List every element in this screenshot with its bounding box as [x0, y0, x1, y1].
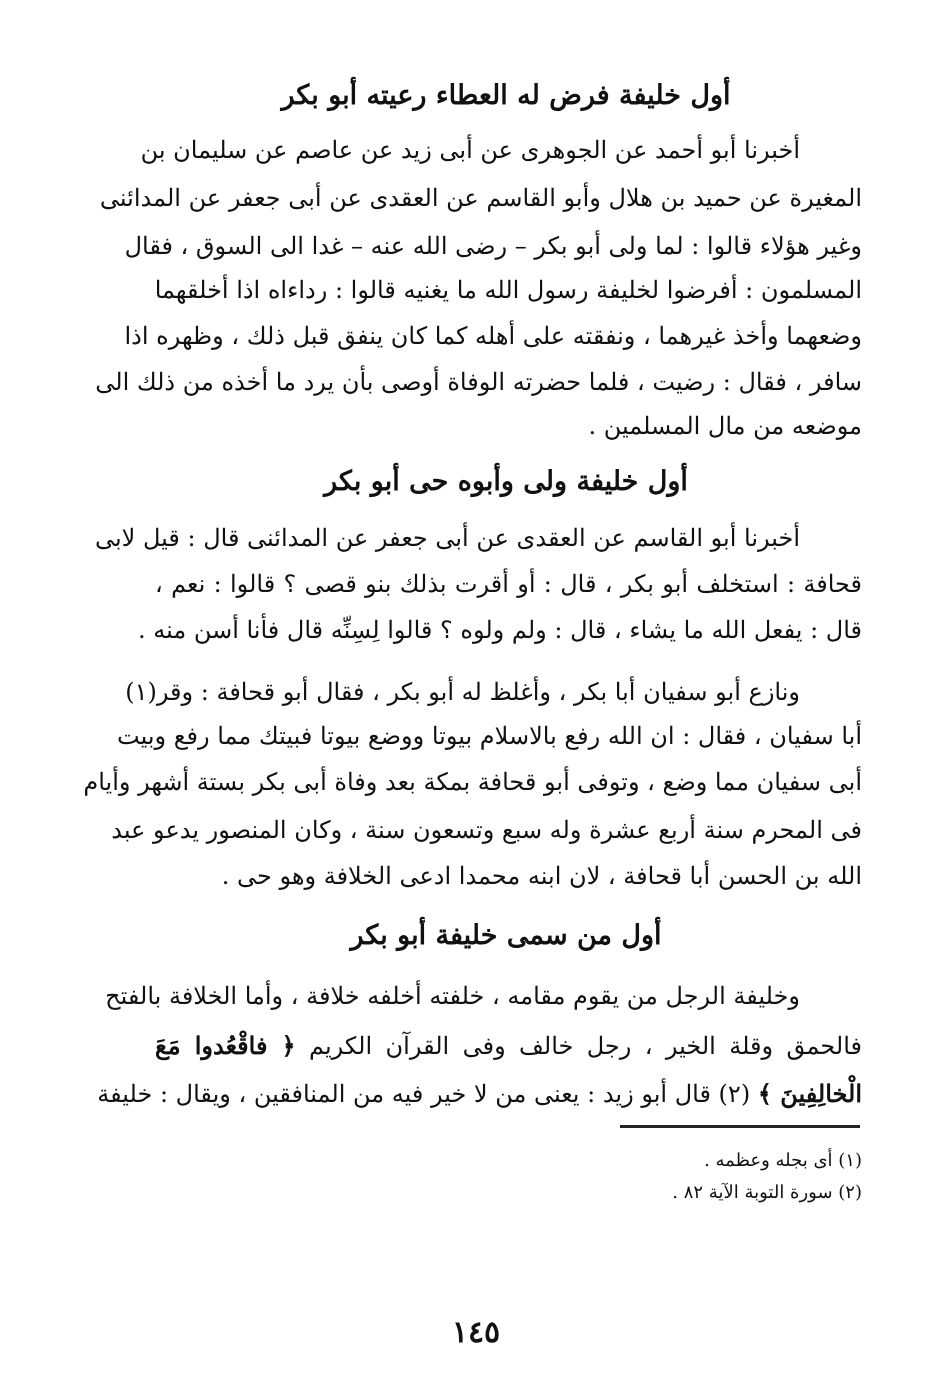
section-heading-1: أول خليفة فرض له العطاء رعيته أبو بكر — [281, 80, 731, 111]
text-line: المسلمون : أفرضوا لخليفة رسول الله ما يغنيه قالوا : رداءاه اذا أخلقهما — [154, 276, 862, 304]
text-line: أخبرنا أبو القاسم عن العقدى عن أبى جعفر عن المدائنى قال : قيل لابى — [94, 524, 800, 552]
text-line: قحافة : استخلف أبو بكر ، قال : أو أقرت بذلك بنو قصى ؟ قالوا : نعم ، — [155, 570, 862, 598]
text-line: وغير هؤلاء قالوا : لما ولى أبو بكر – رضى الله عنه – غدا الى السوق ، فقال — [124, 232, 862, 260]
text-line: أخبرنا أبو أحمد عن الجوهرى عن أبى زيد عن عاصم عن سليمان بن — [140, 136, 800, 164]
footnote-1: (١) أى بجله وعظمه . — [704, 1150, 862, 1171]
page-number: ١٤٥ — [451, 1315, 501, 1350]
section-heading-3: أول من سمى خليفة أبو بكر — [350, 920, 662, 951]
footnote-2: (٢) سورة التوبة الآية ٨٢ . — [672, 1182, 862, 1203]
text-line: وخليفة الرجل من يقوم مقامه ، خلفته أخلفه خلافة ، وأما الخلافة بالفتح — [105, 982, 800, 1010]
text-line: أبى سفيان مما وضع ، وتوفى أبو قحافة بمكة بعد وفاة أبى بكر بستة أشهر وأيام — [83, 768, 862, 796]
text-line — [97, 1074, 862, 1114]
section-heading-2: أول خليفة ولى وأبوه حى أبو بكر — [324, 466, 688, 497]
text-line: المغيرة عن حميد بن هلال وأبو القاسم عن العقدى عن أبى جعفر عن المدائنى — [99, 184, 862, 212]
text-line: سافر ، فقال : رضيت ، فلما حضرته الوفاة أوصى بأن يرد ما أخذه من ذلك الى — [95, 368, 862, 396]
line-text: (٢) قال أبو زيد : يعنى من لا خير فيه من المنافقين ، ويقال : خليفة — [97, 1080, 751, 1108]
footnote-divider — [620, 1125, 860, 1128]
text-line: ونازع أبو سفيان أبا بكر ، وأغلظ له أبو بكر ، فقال أبو قحافة : وقر(١) — [125, 678, 800, 706]
text-line: قال : يفعل الله ما يشاء ، قال : ولم ولوه ؟ قالوا لِسِنِّه قال فأنا أسن منه . — [137, 616, 862, 644]
quran-verse: الْخالِفِينَ ﴾ — [757, 1079, 862, 1108]
text-line: وضعهما وأخذ غيرهما ، ونفقته على أهله كما كان ينفق قبل ذلك ، وظهره اذا — [124, 322, 862, 350]
text-line: الله بن الحسن أبا قحافة ، لان ابنه محمدا ادعى الخلافة وهو حى . — [221, 862, 862, 890]
quran-verse: ﴿ فاقْعُدوا مَعَ — [155, 1031, 296, 1060]
text-line: موضعه من مال المسلمين . — [588, 412, 862, 440]
line-text: فالحمق وقلة الخير ، رجل خالف وفى القرآن الكريم — [309, 1032, 862, 1060]
text-line: أبا سفيان ، فقال : ان الله رفع بالاسلام بيوتا ووضع بيوتا فبيتك مما رفع وبيت — [117, 722, 862, 750]
text-line — [155, 1026, 862, 1066]
text-line: فى المحرم سنة أربع عشرة وله سبع وتسعون سنة ، وكان المنصور يدعو عبد — [111, 816, 862, 844]
